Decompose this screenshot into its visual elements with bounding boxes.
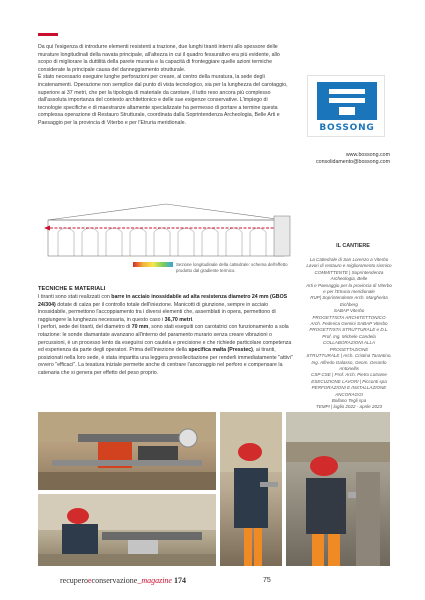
cantiere-line: COMMITTENTE | Soprintendenza Archeologia, Belle (314, 269, 384, 282)
text-run: I perfori, sede dei tiranti, del diametro di (38, 324, 132, 331)
cantiere-line: COLLABORAZIONI ALLA PROGETTAZIONE (322, 340, 376, 352)
photo-worker-drilling (38, 494, 216, 566)
intro-paragraph: Da qui l'esigenza di introdurre elementi resistenti a trazione, due lunghi tiranti interni allo spessore delle murature longitudinali della navata principale, all'altezza in cui il quadro fessurativo era più evidente, allo scopo di migliorare la duttilità della parete muraria e la capacità di fronteggiare quelle azioni termiche considerate la principale causa del danneggiamento strutturale. (38, 44, 280, 73)
text-run: dotate di calza per il controllo totale dell'iniezione. Manicotti di giunzione, sempre in acciaio inossidabile, permettono l'accoppiamento tra i diversi elementi che, assemblati in opera, permettono di raggiungere la lunghezza necessaria, in questo caso i (38, 301, 276, 323)
text-run-bold: specifica malta (Presstec) (188, 347, 253, 354)
footer-word: magazine (141, 576, 172, 585)
email-link[interactable]: consolidamento@bossong.com (316, 159, 390, 166)
intro-paragraph-2: È stato necessario eseguire lunghe perforazioni per creare, al centro della muratura, la sede degli incatenamenti. Operazione non semplice dal punto di vista tecnologico, sia per la lunghezza del carotaggio, superiore ai 37 metri, che per la tipologia di materiale da carotare, il tutto reso ancora più complesso dall'assoluta importanza del contesto architettonico e delle sue esigenze conservative. L'impiego di tecnologie specifiche e di maestranze altamente specializzate ha permesso di portare a termine questa complessa operazione di Restauro Strutturale, coordinata dalla Soprintendenza Archeologia, Belle Arti e Paesaggio per la provincia di Viterbo e per l'Etruria meridionale. (38, 74, 288, 126)
photo-worker-roof (286, 412, 390, 566)
cantiere-line: Lavori di restauro e miglioramento sismico (306, 263, 392, 269)
text-run: , ai tiranti, posizionati nella loro sede, è stata impartita una leggera presollecitazione per renderli immediatamente "attivi" ovvero "efficaci". La tesatura iniziale permette anche di centrare l'ancoraggio nel perforo e compensare la catenaria che si genera per effetto del peso proprio. (38, 347, 293, 376)
text-run: I tiranti sono stati realizzati con (38, 294, 112, 300)
cantiere-line: Bollano Tegli spa (331, 397, 367, 403)
magazine-footer (60, 576, 186, 585)
logo-wordmark: BOSSONG (319, 123, 375, 133)
cantiere-line: Arti e Paesaggio per la provincia di Viterbo (306, 282, 392, 288)
cantiere-line: Ing. Alfredo Galasso, Geom. Gerardo Antonellis (311, 359, 387, 371)
website-link[interactable]: www.bossong.com (345, 152, 390, 158)
issue-number: 174 (173, 576, 186, 585)
cantiere-title: IL CANTIERE (336, 243, 370, 249)
text-run: , sono stati eseguiti con carotatrici con funzionamento a sola rotazione: le sonde diamantate avanzano all'interno del paramento murario senza creare vibrazioni o percussioni, è un processo lento da eseguirsi con cautela e precisione e che richiede particolare competenza ed esperienza da parte degli operatori. Prima dell'iniezione della (38, 324, 292, 354)
intro-text (38, 44, 293, 128)
cantiere-line: SABAP Viterbo (333, 308, 365, 314)
photo-drilling-rig (38, 412, 216, 490)
footer-word: _ (137, 576, 142, 585)
contact-block (300, 152, 390, 167)
cantiere-line: TEMPI | luglio 2022 - aprile 2023 (315, 404, 383, 410)
cantiere-line: e per l'Etruria meridionale (323, 289, 375, 295)
cantiere-line: RUP| Soprintendente Arch. Margherita Eichberg (310, 295, 388, 307)
cantiere-line: CSP CSE | Prof. Arch. Pietro Lotrame (311, 372, 387, 378)
page-number: 75 (263, 577, 271, 584)
tech-text (38, 294, 293, 378)
cantiere-details (305, 257, 393, 411)
cantiere-line: PROGETTISTA ARCHITETTONICO (312, 314, 386, 320)
cantiere-line: Arch. Federica Gemini SABAP Viterbo (310, 321, 388, 327)
section-rule (38, 33, 58, 36)
text-run: . (192, 316, 194, 323)
text-run-bold: 70 mm (131, 324, 149, 331)
bossong-logo-icon (317, 82, 377, 120)
cantiere-line: PERFORAZIONI E INSTALLAZIONE ANCORAGGI (311, 385, 387, 397)
drawing-caption: Sezione longitudinale della cattedrale: schema dell'effetto prodotto dal gradiente termico. (176, 262, 288, 273)
photo-worker-helmet (220, 412, 282, 566)
cantiere-line: La Cattedrale di San Lorenzo a Viterbo (309, 257, 389, 262)
text-run-bold: 36,70 metri (164, 316, 193, 323)
footer-word: conservazione (91, 576, 138, 585)
thermal-gradient-legend (133, 262, 173, 267)
cantiere-line: STRUTTURALE | Arch. Cristina Tarantino, (306, 353, 392, 359)
cantiere-line: ESECUZIONE LAVORI | Picconti spa (311, 378, 387, 384)
tech-paragraph-2 (38, 324, 293, 377)
tech-paragraph-1 (38, 294, 293, 324)
cathedral-section-drawing (38, 198, 302, 258)
cantiere-line: Prof. Ing. Michele Candela (322, 333, 376, 339)
footer-word: e (87, 576, 92, 585)
text-run-bold: barre in acciaio inossidabile ad alta resistenza diametro 24 mm (GBOS 24/304) (38, 294, 288, 308)
section-heading: TECNICHE E MATERIALI (38, 286, 106, 292)
cantiere-line: PROGETTISTA STRUTTURALE e D.L. (309, 327, 389, 333)
bossong-logo (307, 75, 385, 137)
footer-word: recupero (60, 576, 88, 585)
